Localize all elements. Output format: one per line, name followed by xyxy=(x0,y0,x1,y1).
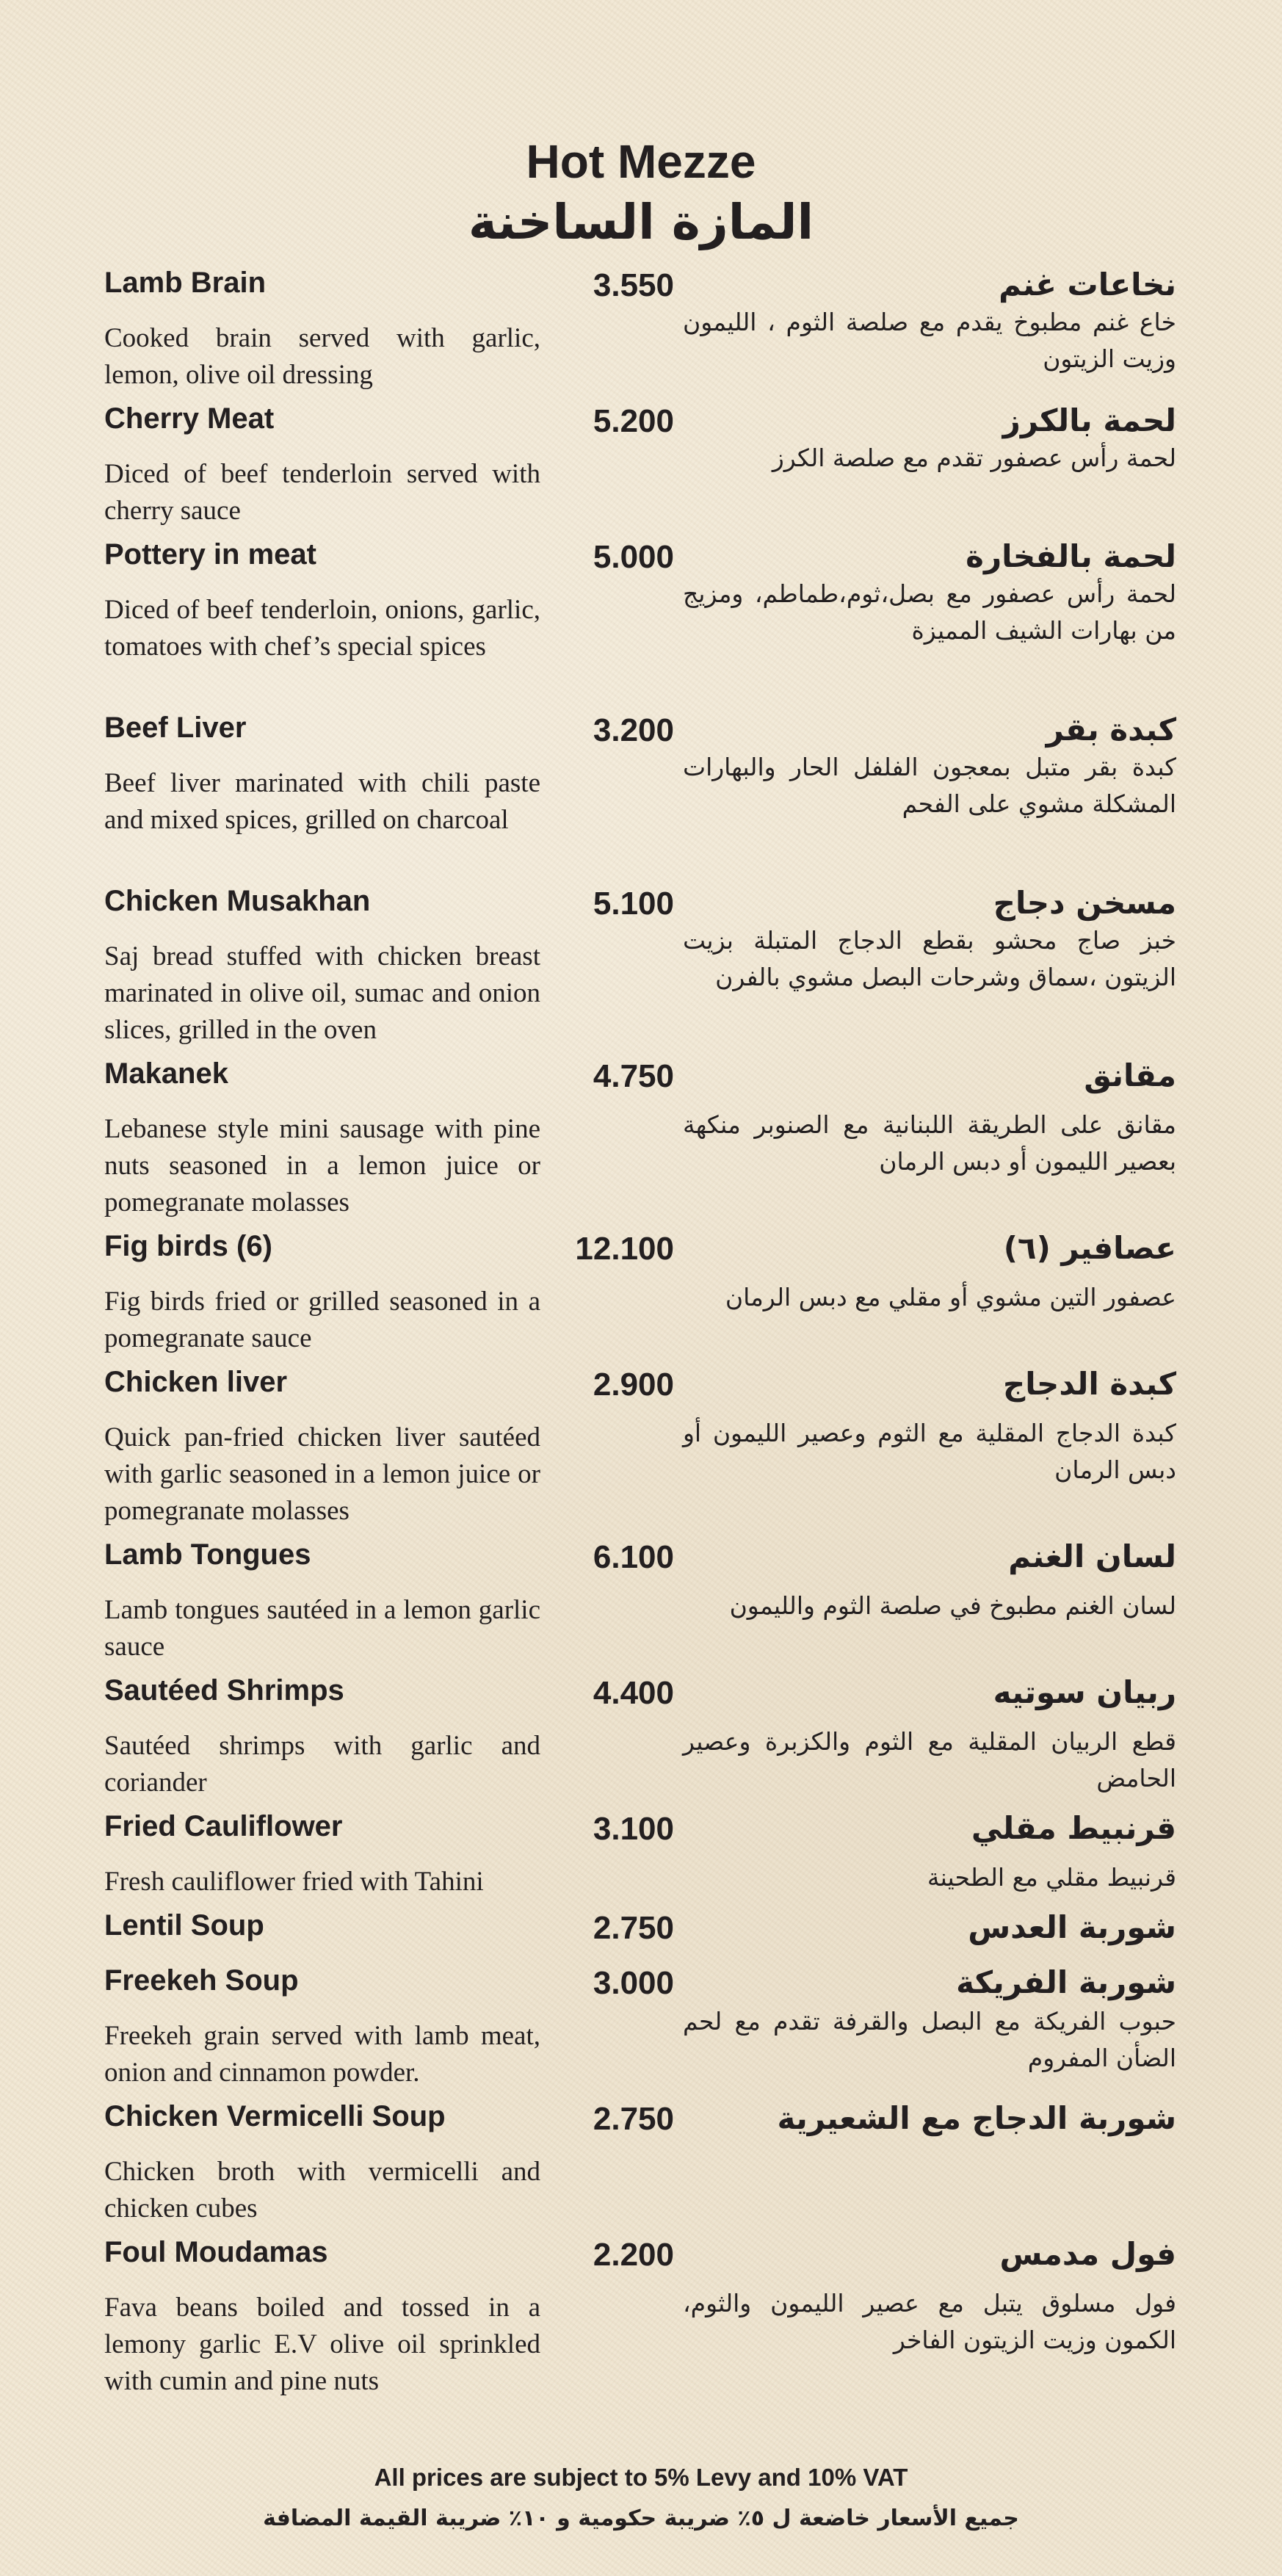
item-description-english: Fava beans boiled and tossed in a lemony garlic E.V olive oil sprinkled with cumin and pine nuts xyxy=(104,2293,540,2396)
item-price: 2.750 xyxy=(593,1910,674,1946)
item-description-arabic: حبوب الفريكة مع البصل والقرفة تقدم مع لحم الضأن المفروم xyxy=(683,2007,1176,2072)
item-price: 5.200 xyxy=(593,403,674,439)
item-description-english: Sautéed shrimps with garlic and coriander xyxy=(104,1731,540,1798)
item-price: 3.100 xyxy=(593,1811,674,1847)
item-name-english: Freekeh Soup xyxy=(104,1964,299,1997)
item-description-arabic: خبز صاج محشو بقطع الدجاج المتبلة بزيت الزيتون ،سماق وشرحات البصل مشوي بالفرن xyxy=(683,926,1176,991)
item-name-english: Chicken Vermicelli Soup xyxy=(104,2100,446,2132)
item-price: 12.100 xyxy=(575,1231,674,1267)
item-price: 3.550 xyxy=(593,267,674,303)
item-name-english: Makanek xyxy=(104,1057,228,1090)
item-name-english: Foul Moudamas xyxy=(104,2236,328,2268)
item-description-arabic: خاع غنم مطبوخ يقدم مع صلصة الثوم ، الليمون وزيت الزيتون xyxy=(683,308,1176,373)
item-name-english: Lamb Tongues xyxy=(104,1538,311,1571)
item-description-arabic: عصفور التين مشوي أو مقلي مع دبس الرمان xyxy=(725,1283,1176,1311)
item-name-english: Fig birds (6) xyxy=(104,1230,272,1262)
item-description-arabic: كبدة الدجاج المقلية مع الثوم وعصير الليمون أو دبس الرمان xyxy=(683,1419,1176,1484)
item-description-arabic: كبدة بقر متبل بمعجون الفلفل الحار والبهارات المشكلة مشوي على الفحم xyxy=(683,753,1176,818)
item-description-english: Fresh cauliflower fried with Tahini xyxy=(104,1867,484,1897)
item-price: 4.400 xyxy=(593,1675,674,1711)
item-price: 5.100 xyxy=(593,886,674,922)
item-description-arabic: قرنبيط مقلي مع الطحينة xyxy=(927,1863,1176,1892)
tax-note-arabic: جميع الأسعار خاضعة ل ٥٪ ضريبة حكومية و ١٠٪ ضريبة القيمة المضافة xyxy=(263,2506,1019,2531)
item-description-english: Chicken broth with vermicelli and chicken cubes xyxy=(104,2157,540,2224)
item-description-arabic: لحمة رأس عصفور تقدم مع صلصة الكرز xyxy=(772,444,1176,472)
item-name-english: Sautéed Shrimps xyxy=(104,1674,344,1707)
item-price: 5.000 xyxy=(593,539,674,575)
item-price: 3.200 xyxy=(593,712,674,748)
item-name-arabic: نخاعات غنم xyxy=(999,267,1176,303)
item-price: 2.750 xyxy=(593,2101,674,2137)
item-price: 2.200 xyxy=(593,2237,674,2273)
item-description-english: Beef liver marinated with chili paste and mixed spices, grilled on charcoal xyxy=(104,768,540,835)
item-name-english: Lamb Brain xyxy=(104,267,267,299)
item-name-arabic: فول مدمس xyxy=(999,2236,1176,2272)
item-description-arabic: لسان الغنم مطبوخ في صلصة الثوم والليمون xyxy=(729,1591,1176,1620)
item-name-arabic: قرنبيط مقلي xyxy=(971,1810,1176,1846)
item-description-arabic: مقانق على الطريقة اللبنانية مع الصنوبر منكهة بعصير الليمون أو دبس الرمان xyxy=(683,1110,1176,1176)
menu-list xyxy=(0,264,1282,2394)
item-name-arabic: لحمة بالفخارة xyxy=(966,538,1176,574)
item-price: 4.750 xyxy=(593,1058,674,1094)
item-name-arabic: كبدة بقر xyxy=(1046,712,1176,748)
item-name-english: Chicken liver xyxy=(104,1366,288,1398)
item-description-english: Freekeh grain served with lamb meat, onion and cinnamon powder. xyxy=(104,2021,540,2088)
item-price: 3.000 xyxy=(593,1965,674,2001)
item-name-arabic: مقانق xyxy=(1084,1057,1176,1093)
item-name-arabic: ربيان سوتيه xyxy=(993,1674,1176,1710)
item-name-english: Lentil Soup xyxy=(104,1909,264,1942)
tax-note-english: All prices are subject to 5% Levy and 10% VAT xyxy=(374,2464,908,2491)
item-name-arabic: لسان الغنم xyxy=(1008,1538,1176,1574)
item-name-arabic: لحمة بالكرز xyxy=(1002,402,1176,438)
item-description-english: Lebanese style mini sausage with pine nuts seasoned in a lemon juice or pomegranate molasses xyxy=(104,1114,540,1218)
item-description-english: Fig birds fried or grilled seasoned in a pomegranate sauce xyxy=(104,1287,540,1353)
item-description-english: Diced of beef tenderloin served with cherry sauce xyxy=(104,459,540,526)
item-name-english: Pottery in meat xyxy=(104,538,316,571)
item-description-english: Lamb tongues sautéed in a lemon garlic sauce xyxy=(104,1595,540,1662)
item-name-english: Fried Cauliflower xyxy=(104,1810,343,1842)
item-name-arabic: مسخن دجاج xyxy=(993,885,1176,921)
item-name-arabic: كبدة الدجاج xyxy=(1003,1366,1176,1402)
item-name-english: Cherry Meat xyxy=(104,402,275,435)
item-description-arabic: لحمة رأس عصفور مع بصل،ثوم،طماطم، ومزيج من بهارات الشيف المميزة xyxy=(683,579,1176,645)
item-name-english: Beef Liver xyxy=(104,712,247,744)
item-description-english: Cooked brain served with garlic, lemon, olive oil dressing xyxy=(104,323,540,390)
item-description-arabic: فول مسلوق يتبل مع عصير الليمون والثوم، الكمون وزيت الزيتون الفاخر xyxy=(683,2289,1176,2354)
item-description-english: Saj bread stuffed with chicken breast marinated in olive oil, sumac and onion slices, grilled in the oven xyxy=(104,941,540,1045)
item-name-arabic: شوربة العدس xyxy=(968,1909,1176,1945)
item-description-english: Diced of beef tenderloin, onions, garlic, tomatoes with chef’s special spices xyxy=(104,595,540,662)
item-price: 2.900 xyxy=(593,1367,674,1403)
item-name-arabic: شوربة الفريكة xyxy=(956,1964,1176,2000)
item-description-english: Quick pan-fried chicken liver sautéed with garlic seasoned in a lemon juice or pomegranate molasses xyxy=(104,1422,540,1526)
item-description-arabic: قطع الربيان المقلية مع الثوم والكزبرة وعصير الحامض xyxy=(683,1727,1176,1792)
page-title-english: Hot Mezze xyxy=(526,135,756,188)
item-name-arabic: عصافير (٦) xyxy=(1003,1230,1176,1266)
item-price: 6.100 xyxy=(593,1539,674,1575)
page-title-arabic: المازة الساخنة xyxy=(468,194,814,250)
item-name-arabic: شوربة الدجاج مع الشعيرية xyxy=(777,2100,1176,2136)
item-name-english: Chicken Musakhan xyxy=(104,885,371,917)
